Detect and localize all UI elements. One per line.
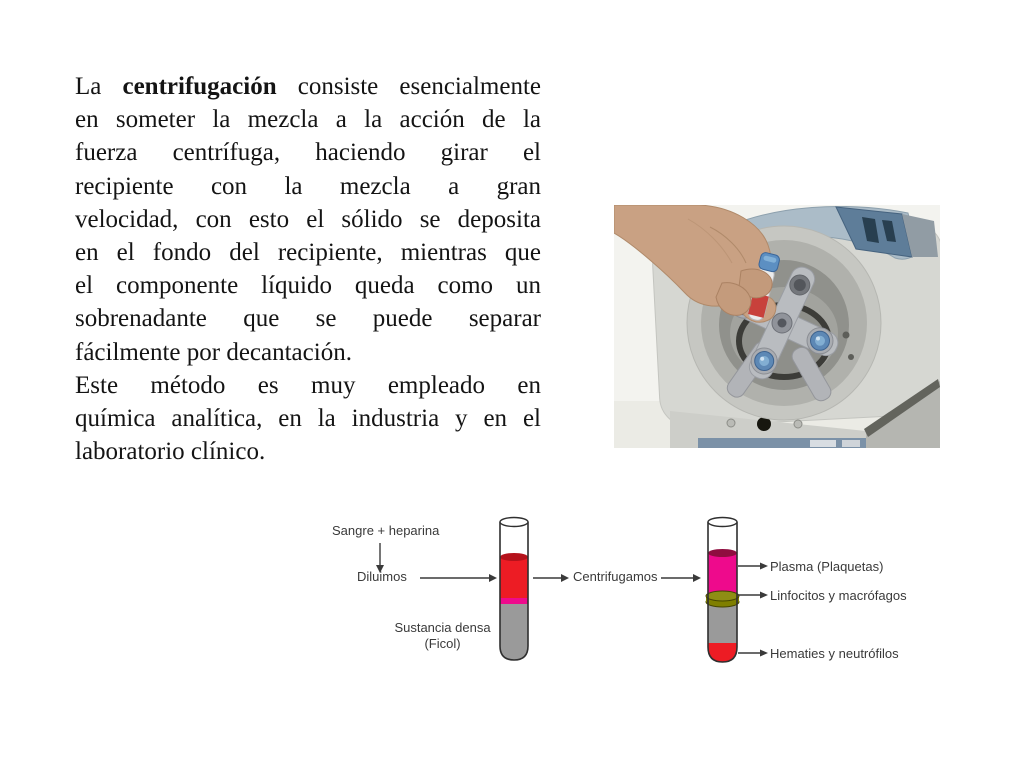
arrow-linfocitos [738, 592, 768, 599]
paragraph-line: recipiente con la mezcla a gran [75, 172, 541, 200]
control-panel [698, 438, 866, 448]
paragraph-line: el componente líquido queda como un [75, 272, 541, 300]
paragraph-line: en someter la mezcla a la acción de la [75, 106, 541, 134]
tube-opening [500, 518, 528, 527]
line-prefix: La [75, 73, 123, 100]
tube-opening [708, 518, 737, 527]
intro-text [75, 70, 541, 468]
label-hematies: Hematies y neutrófilos [770, 646, 899, 661]
paragraph-line: laboratorio clínico. [75, 438, 266, 466]
label-plasma: Plasma (Plaquetas) [770, 559, 884, 574]
ficoll-layer [500, 601, 528, 660]
keyword-centrifugacion: centrifugación [122, 73, 277, 100]
paragraph-line: en el fondo del recipiente, mientras que [75, 239, 541, 267]
paragraph-line: velocidad, con esto el sólido se deposita [75, 205, 541, 233]
arrow-right [661, 574, 701, 582]
plasma-layer [708, 552, 737, 596]
paragraph-line: sobrenadante que se puede separar [75, 305, 541, 333]
arrow-right [420, 574, 497, 582]
label-sustancia-line1: Sustancia densa [394, 620, 491, 635]
display-window [810, 440, 836, 447]
interface-band [500, 597, 528, 604]
label-centrifugamos: Centrifugamos [573, 569, 658, 584]
label-sustancia-line2: (Ficol) [424, 636, 461, 651]
tube-before-centrifuge [500, 518, 528, 661]
paragraph-line [75, 70, 541, 103]
rotor-tube [751, 348, 777, 374]
blood-meniscus [500, 553, 528, 561]
blood-layer [500, 556, 528, 598]
label-sustancia-densa [385, 620, 500, 652]
screw [727, 419, 735, 427]
label-linfocitos: Linfocitos y macrófagos [770, 588, 907, 603]
arrow-hematies [738, 650, 768, 657]
paragraph-line: fuerza centrífuga, haciendo girar el [75, 139, 541, 167]
paragraph-line: química analítica, en la industria y en el [75, 405, 541, 433]
rotor-empty-slot [790, 275, 810, 295]
arrow-right [533, 574, 569, 582]
label-sangre-heparina: Sangre + heparina [332, 523, 440, 538]
tube-after-centrifuge [706, 518, 739, 663]
display-window [842, 440, 860, 447]
buffy-coat-top [706, 591, 739, 601]
centrifuge-photo [614, 205, 940, 448]
label-diluimos: Diluimos [357, 569, 407, 584]
plasma-meniscus [708, 549, 737, 557]
paragraph-line: Este método es muy empleado en [75, 371, 541, 399]
screw [794, 420, 802, 428]
paragraph-line: fácilmente por decantación. [75, 338, 352, 366]
line-suffix: consiste esencialmente [276, 73, 541, 100]
rotor-tube [807, 328, 833, 354]
arrow-plasma [738, 563, 768, 570]
